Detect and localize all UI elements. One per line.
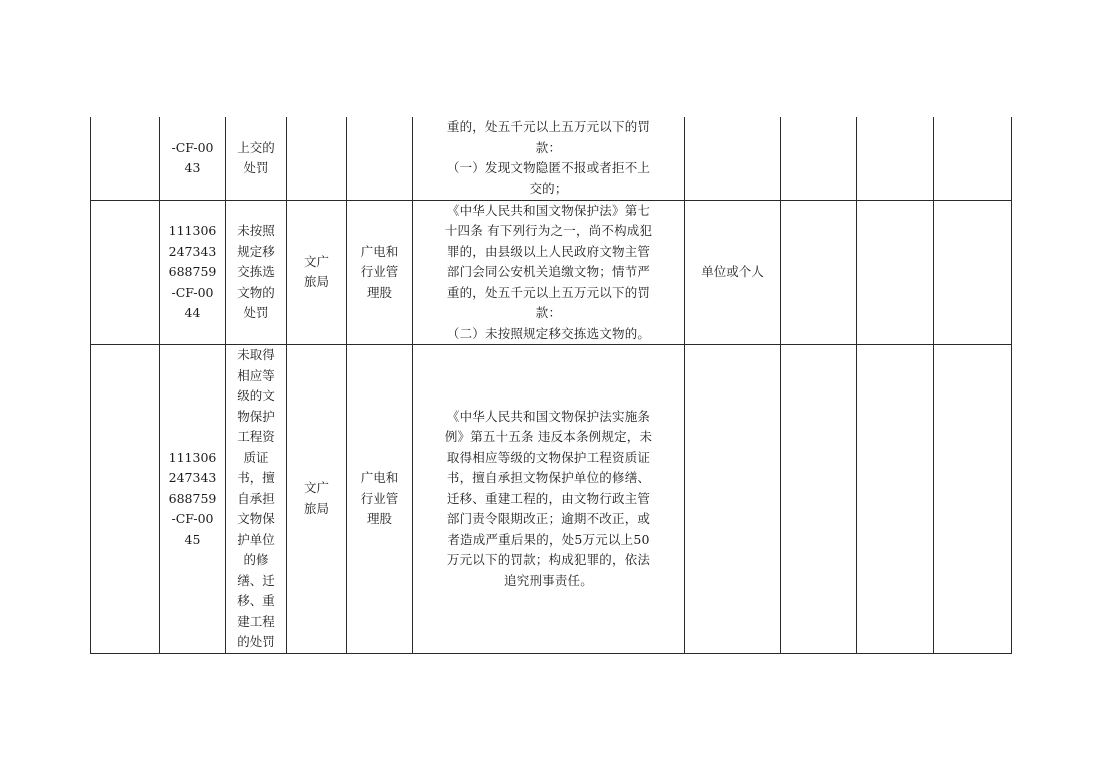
empty-cell	[781, 200, 857, 345]
penalty-items-table	[90, 117, 1012, 654]
empty-cell	[857, 200, 934, 345]
department-cell: 文广 旅局	[287, 200, 347, 345]
legal-basis-cell: 重的，处五千元以上五万元以下的罚 款： （一）发现文物隐匿不报或者拒不上 交的；	[413, 117, 685, 200]
empty-cell	[934, 117, 1012, 200]
row-index-cell	[91, 200, 160, 345]
row-index-cell	[91, 117, 160, 200]
department-cell: 文广 旅局	[287, 345, 347, 654]
item-name-cell: 未取得 相应等 级的文 物保护 工程资 质证 书，擅 自承担 文物保 护单位 的修 缮、迁 移、重 建工程 的处罚	[226, 345, 287, 654]
target-cell: 单位或个人	[685, 200, 781, 345]
table-row	[91, 117, 1012, 200]
item-name-cell: 未按照 规定移 交拣选 文物的 处罚	[226, 200, 287, 345]
empty-cell	[857, 345, 934, 654]
target-cell	[685, 345, 781, 654]
department-cell	[287, 117, 347, 200]
table-row	[91, 345, 1012, 654]
item-name-cell: 上交的 处罚	[226, 117, 287, 200]
office-cell	[347, 117, 413, 200]
office-cell: 广电和 行业管 理股	[347, 200, 413, 345]
empty-cell	[781, 345, 857, 654]
office-cell: 广电和 行业管 理股	[347, 345, 413, 654]
empty-cell	[781, 117, 857, 200]
legal-basis-cell: 《中华人民共和国文物保护法实施条 例》第五十五条 违反本条例规定，未 取得相应等级的文物保护工程资质证 书，擅自承担文物保护单位的修缮、 迁移、重建工程的，由文物行政主管 部门责令限期改正；逾期不改正，或 者造成严重后果的，处5万元以上50 万元以下的罚款；构成犯罪的，依法 追究刑事责任。	[413, 345, 685, 654]
empty-cell	[934, 345, 1012, 654]
empty-cell	[857, 117, 934, 200]
target-cell	[685, 117, 781, 200]
item-code-cell: 111306 247343 688759 -CF-00 45	[160, 345, 226, 654]
empty-cell	[934, 200, 1012, 345]
legal-basis-cell: 《中华人民共和国文物保护法》第七 十四条 有下列行为之一，尚不构成犯 罪的，由县级以上人民政府文物主管 部门会同公安机关追缴文物；情节严 重的，处五千元以上五万元以下的罚 款： （二）未按照规定移交拣选文物的。	[413, 200, 685, 345]
table-row	[91, 200, 1012, 345]
item-code-cell: -CF-00 43	[160, 117, 226, 200]
row-index-cell	[91, 345, 160, 654]
item-code-cell: 111306 247343 688759 -CF-00 44	[160, 200, 226, 345]
